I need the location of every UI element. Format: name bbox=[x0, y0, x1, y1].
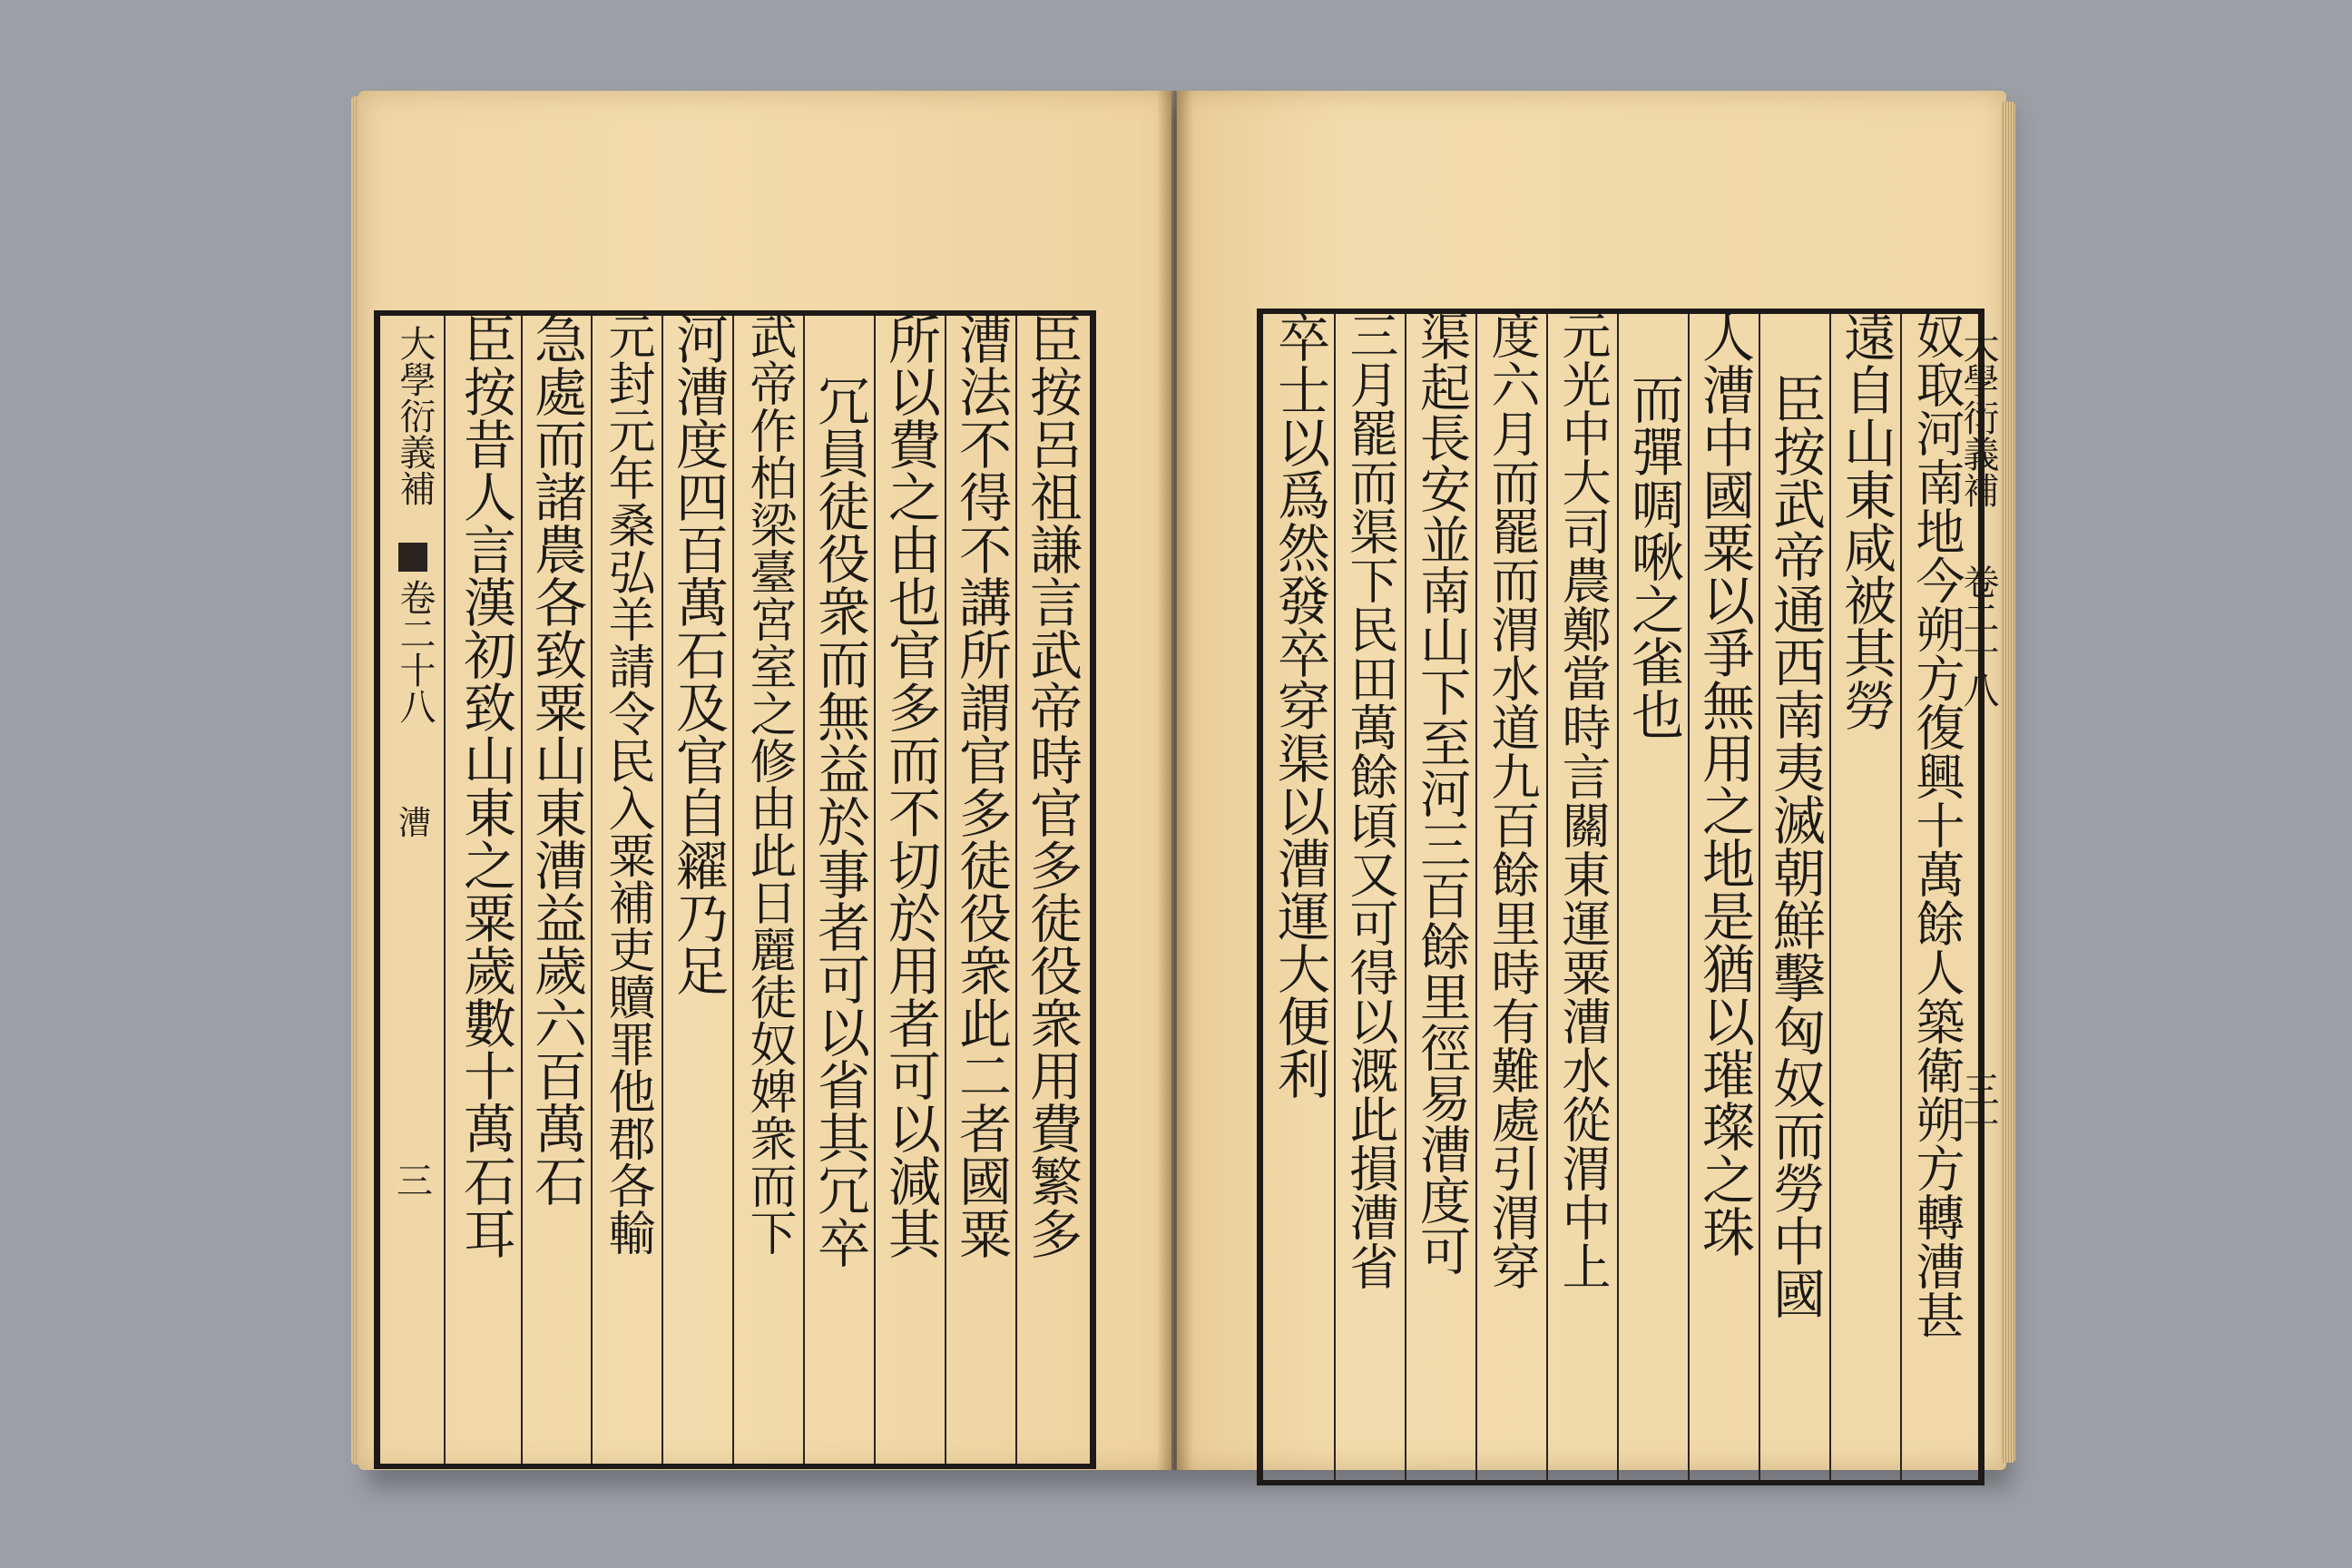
text-column: 三月罷而渠下民田萬餘頃又可得以溉此損漕省 bbox=[1342, 310, 1399, 1290]
text-column-overflow bbox=[395, 1461, 476, 1462]
text-column: 遠自山東咸被其勞 bbox=[1835, 310, 1896, 731]
left-fold-section: 漕 bbox=[397, 805, 431, 842]
text-column: 臣按武帝通西南夷滅朝鮮擊匈奴而勞中國 bbox=[1764, 372, 1826, 1319]
right-fold-title: 大學衍義補 bbox=[1957, 327, 1999, 508]
right-text-frame bbox=[1257, 309, 1984, 1485]
left-fold-number: 三 bbox=[397, 1161, 433, 1202]
text-column: 所以費之由也官多而不切於用者可以減其 bbox=[879, 312, 941, 1259]
text-column: 武帝作柏梁臺宮室之修由此日麗徒奴婢衆而下 bbox=[741, 312, 796, 1256]
right-fold-number: 三十 bbox=[1957, 1071, 1999, 1143]
right-fold-volume: 卷二十八 bbox=[1957, 563, 1999, 708]
left-frame-rule bbox=[874, 316, 876, 1464]
text-column: 臣按昔人言漢初致山東之粟歲數十萬石耳 bbox=[455, 312, 516, 1259]
text-column: 元封元年桑弘羊請令民入粟補吏贖罪他郡各輸 bbox=[600, 312, 654, 1256]
left-frame-rule bbox=[945, 316, 946, 1464]
text-column: 卒士以爲然發卒穿渠以漕運大便利 bbox=[1269, 310, 1330, 1100]
left-frame-rule bbox=[1015, 316, 1017, 1464]
text-column: 人漕中國粟以爭無用之地是猶以璀璨之珠 bbox=[1693, 310, 1755, 1258]
left-frame-rule bbox=[803, 316, 805, 1464]
text-column: 奴取河南地今朔方復興十萬餘人築衛朔方轉漕甚 bbox=[1908, 310, 1965, 1339]
text-column: 河漕度四百萬石及官自糴乃足 bbox=[667, 312, 729, 996]
fish-tail-mark bbox=[398, 543, 427, 572]
right-page-edges bbox=[2001, 102, 2015, 1463]
text-column: 元光中大司農鄭當時言關東運粟漕水從渭中上 bbox=[1554, 310, 1612, 1290]
left-frame-rule bbox=[591, 316, 593, 1464]
text-column: 而彈啁啾之雀也 bbox=[1622, 372, 1684, 740]
left-frame-rule bbox=[521, 316, 523, 1464]
left-frame-rule bbox=[732, 316, 734, 1464]
book-gutter bbox=[1157, 91, 1193, 1470]
text-column: 度六月而罷而渭水道九百餘里時有難處引渭穿 bbox=[1484, 310, 1541, 1290]
left-frame-rule bbox=[662, 316, 663, 1464]
text-column: 漕法不得不講所謂官多徒役衆此二者國粟 bbox=[950, 312, 1012, 1259]
text-column: 渠起長安並南山下至河三百餘里徑易漕度可 bbox=[1412, 310, 1471, 1276]
left-fold-volume: 卷二十八 bbox=[394, 579, 436, 724]
open-book bbox=[358, 91, 2008, 1479]
text-column: 冗員徒役衆而無益於事者可以省其冗卒 bbox=[808, 374, 870, 1269]
text-column: 臣按呂祖謙言武帝時官多徒役衆用費繁多 bbox=[1021, 312, 1083, 1259]
left-fold-title: 大學衍義補 bbox=[394, 325, 436, 506]
text-column: 急處而諸農各致粟山東漕益歲六百萬石 bbox=[525, 312, 587, 1207]
